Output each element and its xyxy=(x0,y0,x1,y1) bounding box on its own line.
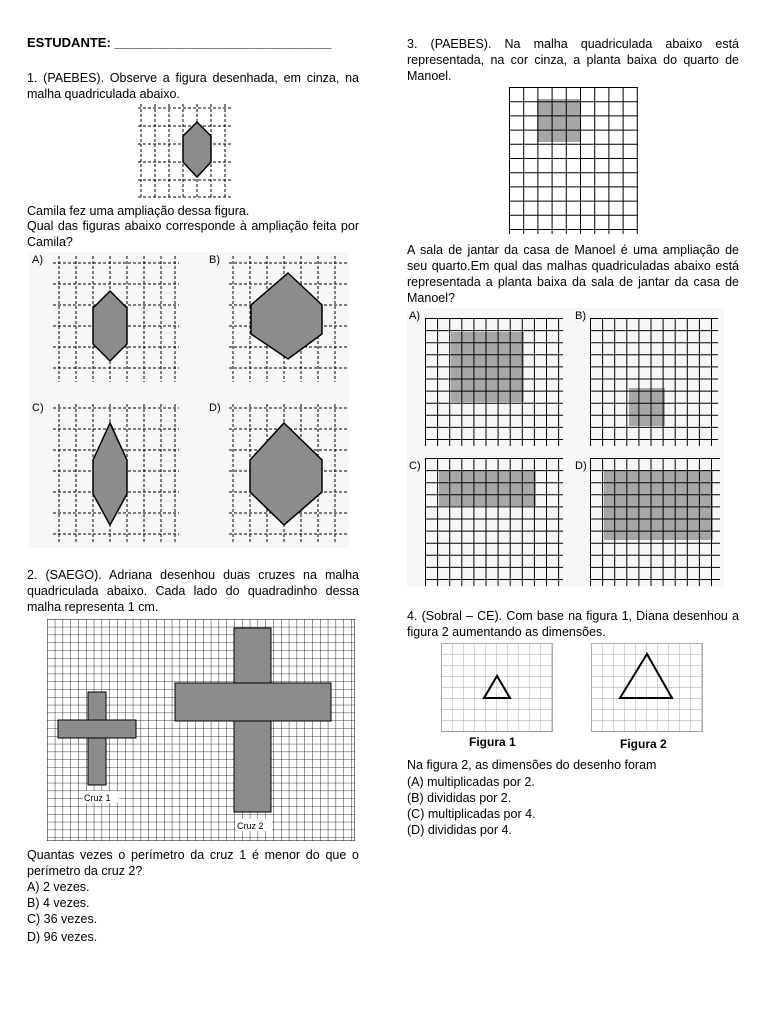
cross-1-label: Cruz 1 xyxy=(84,793,111,803)
q4-title: 4. (Sobral – CE). Com base na figura 1, Diana desenhou a figura 2 aumentando as dimensões. xyxy=(407,609,739,639)
q2-answer-a: A) 2 vezes. xyxy=(27,880,90,894)
q3-text: A sala de jantar da casa de Manoel é uma ampliação de seu quarto.Em qual das malhas quadriculadas abaixo está representada a planta baixa da sala de jantar da casa de Manoel? xyxy=(407,243,739,305)
q3-option-d-grid xyxy=(590,458,720,586)
q3-options-panel xyxy=(407,308,724,587)
q2-question: Quantas vezes o perímetro da cruz 1 é menor do que o perímetro da cruz 2? xyxy=(27,848,359,878)
q1-text1: Camila fez uma ampliação dessa figura. xyxy=(27,204,250,218)
q1-option-c-figure xyxy=(53,404,179,544)
q3-option-d-label: D) xyxy=(575,460,587,472)
q3-option-c-grid xyxy=(425,458,563,586)
q3-option-b-grid xyxy=(590,318,718,446)
q4-answer-b: (B) divididas por 2. xyxy=(407,791,512,805)
q2-answer-c: C) 36 vezes. xyxy=(27,912,98,926)
q4-figure-1 xyxy=(441,643,555,733)
q2-crosses-grid xyxy=(47,619,355,841)
q2-title: 2. (SAEGO). Adriana desenhou duas cruzes na malha quadriculada abaixo. Cada lado do quadradinho dessa malha representa 1 cm. xyxy=(27,568,359,614)
q4-figure-1-label: Figura 1 xyxy=(469,735,516,749)
q1-option-c-label: C) xyxy=(32,402,44,414)
q1-option-a-label: A) xyxy=(32,254,43,266)
q2-answer-d: D) 96 vezes. xyxy=(27,930,98,944)
q1-title: 1. (PAEBES). Observe a figura desenhada, em cinza, na malha quadriculada abaixo. xyxy=(27,71,359,101)
q2-answer-b: B) 4 vezes. xyxy=(27,896,90,910)
q4-answer-d: (D) divididas por 4. xyxy=(407,823,512,837)
q1-option-a-figure xyxy=(53,256,179,382)
q4-figure-2 xyxy=(591,643,705,733)
q1-option-b-figure xyxy=(229,256,347,382)
q1-text2: Qual das figuras abaixo corresponde à ampliação feita por Camila? xyxy=(27,219,359,249)
q4-figure-2-label: Figura 2 xyxy=(620,737,667,751)
q4-answer-a: (A) multiplicadas por 2. xyxy=(407,775,535,789)
q1-option-b-label: B) xyxy=(209,254,220,266)
student-name-line: ______________________________ xyxy=(114,35,332,50)
student-header xyxy=(27,35,331,50)
q3-title: 3. (PAEBES). Na malha quadriculada abaixo está representada, na cor cinza, a planta baixa do quarto de Manoel. xyxy=(407,37,739,83)
q1-options-panel xyxy=(29,252,349,548)
q3-bedroom-grid xyxy=(509,87,638,234)
q3-option-b-label: B) xyxy=(575,310,586,322)
cross-2-label: Cruz 2 xyxy=(237,821,264,831)
q1-original-figure xyxy=(138,104,232,199)
q3-option-a-grid xyxy=(425,318,563,446)
student-label: ESTUDANTE: xyxy=(27,35,115,50)
q1-option-d-label: D) xyxy=(209,402,221,414)
q4-answer-c: (C) multiplicadas por 4. xyxy=(407,807,536,821)
q1-option-d-figure xyxy=(229,404,347,544)
q3-option-a-label: A) xyxy=(409,310,420,322)
q3-option-c-label: C) xyxy=(409,460,421,472)
q4-question: Na figura 2, as dimensões do desenho foram xyxy=(407,758,657,772)
